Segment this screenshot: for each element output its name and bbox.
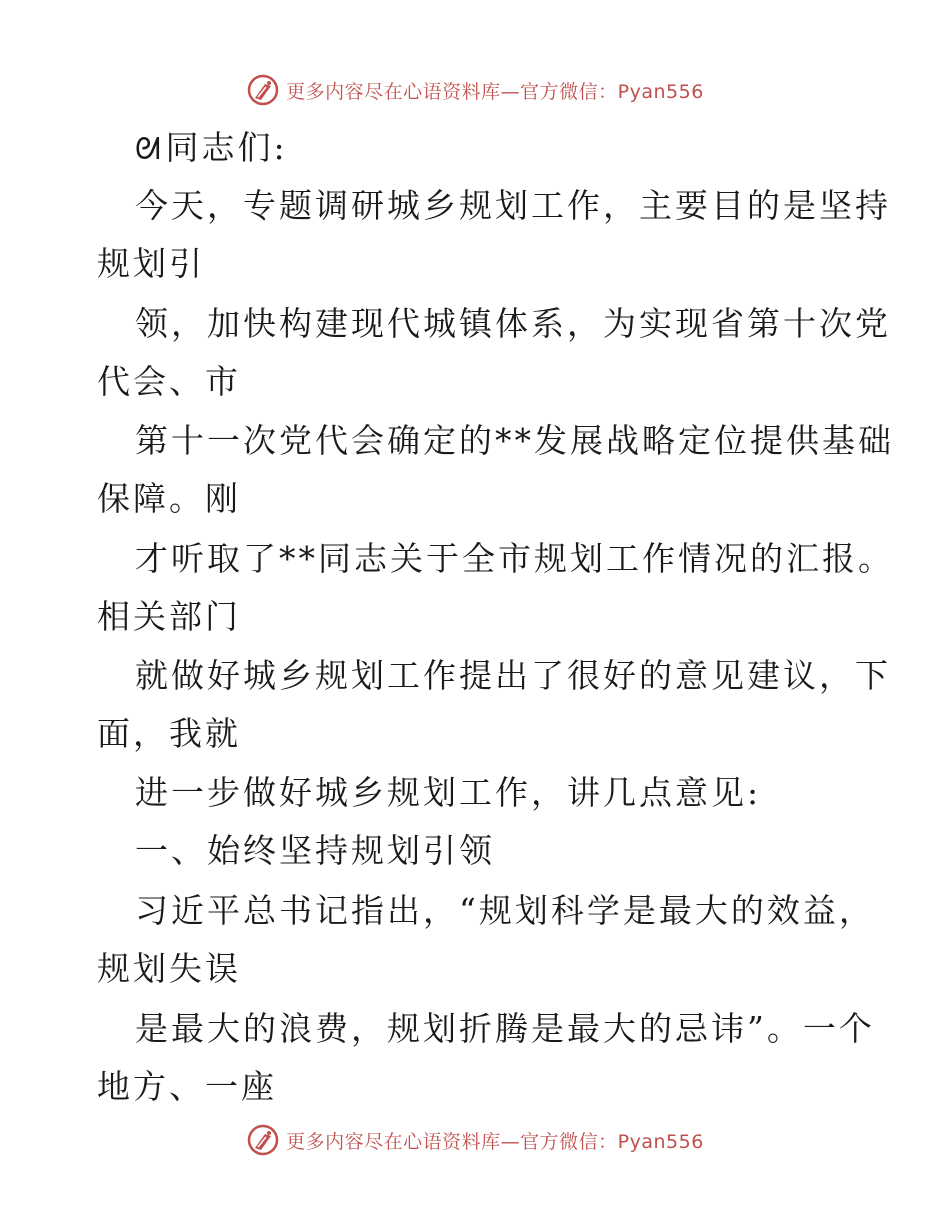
greeting-text: 同志们: <box>165 128 288 167</box>
paragraph-line: 才听取了**同志关于全市规划工作情况的汇报。 <box>135 539 894 578</box>
paragraph-line: 相关部门 <box>97 597 241 636</box>
paragraph-line: 是最大的浪费，规划折腾是最大的忌讳”。一个 <box>135 1009 875 1048</box>
pen-nib-logo-icon <box>246 73 280 107</box>
paragraph-line: 规划引 <box>97 244 205 283</box>
footer-watermark <box>0 1120 950 1160</box>
watermark-text: 更多内容尽在心语资料库—官方微信：Pyan556 <box>286 1130 704 1153</box>
paragraph-line: 今天，专题调研城乡规划工作，主要目的是坚持 <box>135 186 891 225</box>
paragraph-line: 地方、一座 <box>97 1067 277 1106</box>
paragraph-line: 习近平总书记指出，“规划科学是最大的效益， <box>135 891 875 930</box>
paragraph-line: 面，我就 <box>97 714 241 753</box>
header-watermark <box>0 70 950 110</box>
section-heading: 一、始终坚持规划引领 <box>135 831 495 870</box>
paragraph-line: 就做好城乡规划工作提出了很好的意见建议，下 <box>135 656 891 695</box>
greeting-line <box>135 128 288 168</box>
watermark-text: 更多内容尽在心语资料库—官方微信：Pyan556 <box>286 80 704 103</box>
paragraph-line: 进一步做好城乡规划工作，讲几点意见: <box>135 773 762 812</box>
ornament-icon: ᘛ <box>135 132 164 167</box>
paragraph-line: 规划失误 <box>97 949 241 988</box>
pen-nib-logo-icon <box>246 1123 280 1157</box>
paragraph-line: 保障。刚 <box>97 479 241 518</box>
paragraph-line: 第十一次党代会确定的**发展战略定位提供基础 <box>135 421 894 460</box>
paragraph-line: 代会、市 <box>97 362 241 401</box>
paragraph-line: 领，加快构建现代城镇体系，为实现省第十次党 <box>135 304 891 343</box>
